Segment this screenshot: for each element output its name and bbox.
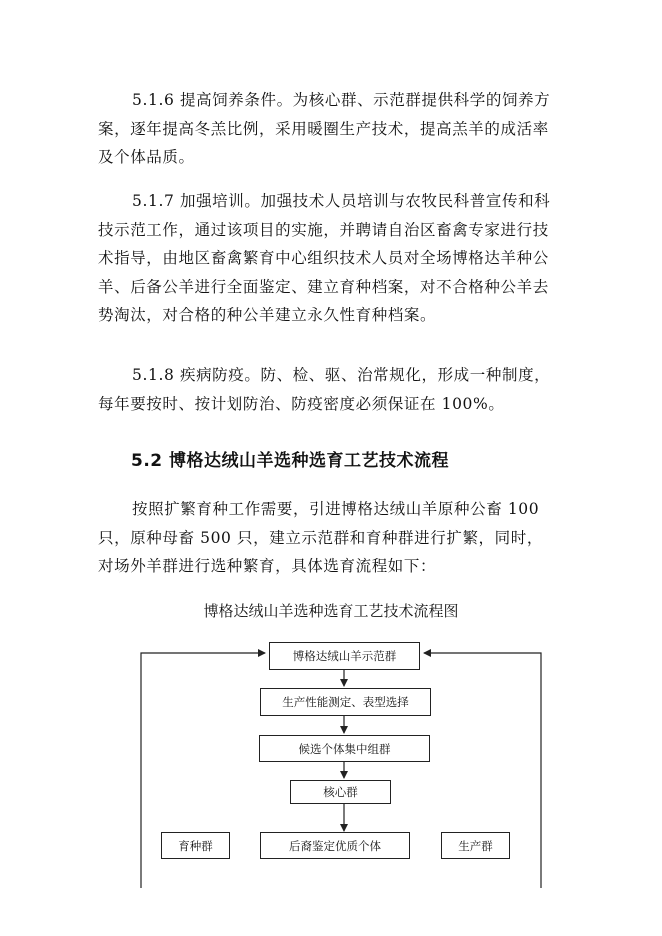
node-progeny-selection: 后裔鉴定优质个体 xyxy=(260,832,410,859)
paragraph-5-1-6: 5.1.6 提高饲养条件。为核心群、示范群提供科学的饲养方案，逐年提高冬羔比例，采用暖圈生产技术，提高羔羊的成活率及个体品质。 xyxy=(98,91,551,166)
paragraph-5-1-8: 5.1.8 疾病防疫。防、检、驱、治常规化，形成一种制度，每年要按时、按计划防治、防疫密度必须保证在 100%。 xyxy=(98,366,551,413)
intro-paragraph: 按照扩繁育种工作需要，引进博格达绒山羊原种公畜 100只，原种母畜 500 只，建立示范群和育种群进行扩繁，同时，对场外羊群进行选种繁育，具体选育流程如下： xyxy=(98,500,543,575)
node-candidate-group: 候选个体集中组群 xyxy=(259,735,430,762)
paragraph-5-1-7: 5.1.7 加强培训。加强技术人员培训与农牧民科普宣传和科技示范工作，通过该项目的实施，并聘请自治区畜禽专家进行技术指导，由地区畜禽繁育中心组织技术人员对全场博格达羊种公羊、后备公羊进行全面鉴定、建立育种档案，对不合格种公羊去势淘汰，对合格的种公羊建立永久性育种档案。 xyxy=(98,192,551,324)
node-demo-herd: 博格达绒山羊示范群 xyxy=(269,642,420,670)
node-performance-testing: 生产性能测定、表型选择 xyxy=(260,688,431,716)
node-core-herd: 核心群 xyxy=(290,780,391,804)
section-heading-5-2: 5.2 博格达绒山羊选种选育工艺技术流程 xyxy=(131,451,450,471)
node-production-herd: 生产群 xyxy=(441,832,510,859)
flowchart-caption: 博格达绒山羊选种选育工艺技术流程图 xyxy=(203,602,459,620)
node-breeding-herd: 育种群 xyxy=(161,832,230,859)
